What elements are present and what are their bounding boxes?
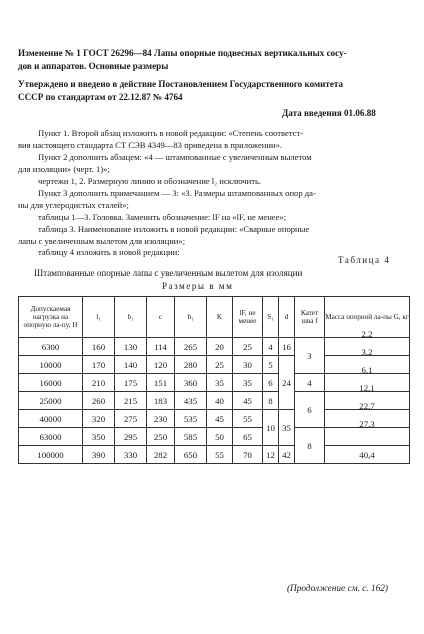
cell: 183	[147, 392, 175, 410]
header-load: Допускаемая нагрузка на опорную ла-пу, Н	[19, 297, 83, 338]
cell: 20	[207, 338, 233, 356]
header-c: c	[147, 297, 175, 338]
cell: 535	[175, 410, 207, 428]
cell: 5	[263, 356, 279, 374]
cell: 160	[83, 338, 115, 356]
cell: 40000	[19, 410, 83, 428]
cell-weld: 4	[295, 374, 325, 392]
mass-value: 3,2	[361, 347, 373, 357]
header-s1: S₁	[263, 297, 279, 338]
body-line: для изоляции» (черт. 1)»;	[18, 164, 110, 174]
cell: 10	[263, 410, 279, 446]
body-line: таблицы 1—3. Головка. Заменить обозначение: lF на «lF, не менее»;	[38, 212, 287, 222]
cell: 16	[279, 338, 295, 356]
table-units: Размеры в мм	[162, 281, 234, 291]
cell: 24	[279, 356, 295, 410]
cell-weld: 6	[295, 392, 325, 428]
mass-value: 2,2	[361, 329, 373, 339]
cell: 10000	[19, 356, 83, 374]
cell: 151	[147, 374, 175, 392]
cell: 265	[175, 338, 207, 356]
cell: 35	[207, 374, 233, 392]
cell: 230	[147, 410, 175, 428]
approval-line1: Утверждено и введено в действие Постановлением Государственного комитета	[18, 79, 344, 89]
cell: 70	[233, 446, 263, 464]
cell: 650	[175, 446, 207, 464]
cell: 390	[83, 446, 115, 464]
cell: 120	[147, 356, 175, 374]
cell: 275	[115, 410, 147, 428]
body-line: лапы с увеличенным вылетом для изоляции»;	[18, 236, 186, 246]
cell: 260	[83, 392, 115, 410]
cell: 100000	[19, 446, 83, 464]
cell: 170	[83, 356, 115, 374]
body-line: Пункт 2 дополнить абзацем: «4 — штампованные с увеличенным вылетом	[38, 152, 312, 162]
table-label: Таблица 4	[338, 255, 391, 265]
cell: 30	[233, 356, 263, 374]
cell-weld: 8	[295, 428, 325, 464]
mass-value: 6,1	[361, 365, 373, 375]
cell: 210	[83, 374, 115, 392]
cell: 55	[233, 410, 263, 428]
cell: 55	[207, 446, 233, 464]
cell: 6300	[19, 338, 83, 356]
cell-mass: 40,4	[325, 446, 410, 464]
cell: 50	[207, 428, 233, 446]
dimensions-table	[18, 296, 410, 464]
cell: 435	[175, 392, 207, 410]
cell: 16000	[19, 374, 83, 392]
cell: 585	[175, 428, 207, 446]
header-b1: b₁	[115, 297, 147, 338]
approval-line2: СССР по стандартам от 22.12.87 № 4764	[18, 92, 183, 102]
mass-value: 22,7	[359, 401, 375, 411]
body-line: таблица 3. Наименование изложить в новой редакции: «Сварные опорные	[38, 224, 310, 234]
cell: 350	[83, 428, 115, 446]
header-k: K	[207, 297, 233, 338]
header-d: d	[279, 297, 295, 338]
cell: 360	[175, 374, 207, 392]
cell: 320	[83, 410, 115, 428]
header-mass: Масса опорной ла-пы G, кг	[325, 297, 410, 338]
effective-date: Дата введения 01.06.88	[282, 108, 376, 118]
body-line: таблицу 4 изложить в новой редакции:	[38, 247, 180, 257]
cell: 250	[147, 428, 175, 446]
cell: 42	[279, 446, 295, 464]
cell: 215	[115, 392, 147, 410]
mass-value: 12,1	[359, 383, 375, 393]
body-line: Пункт 3 дополнить примечанием — 3: «3. Размеры штампованных опор да-	[38, 188, 316, 198]
header-lf: lF, не менее	[233, 297, 263, 338]
cell: 63000	[19, 428, 83, 446]
continuation-note: (Продолжение см. с. 162)	[286, 584, 388, 594]
cell: 114	[147, 338, 175, 356]
cell: 12	[263, 446, 279, 464]
cell: 25	[233, 338, 263, 356]
cell: 25	[207, 356, 233, 374]
cell: 65	[233, 428, 263, 446]
cell-mass	[325, 419, 410, 446]
cell: 35	[233, 374, 263, 392]
body-line: ны для углеродистых сталей»;	[18, 200, 129, 210]
cell: 8	[263, 392, 279, 410]
mass-value: 27,3	[359, 419, 375, 429]
cell: 6	[263, 374, 279, 392]
cell: 140	[115, 356, 147, 374]
cell: 280	[175, 356, 207, 374]
table-row	[19, 446, 410, 464]
header-h1: h₁	[175, 297, 207, 338]
cell: 4	[263, 338, 279, 356]
body-line: вия настоящего стандарта СТ СЭВ 4349—83 приведена в приложении».	[18, 140, 283, 150]
body-line: Пункт 1. Второй абзац изложить в новой редакции: «Степень соответст-	[38, 128, 304, 138]
cell: 282	[147, 446, 175, 464]
cell: 130	[115, 338, 147, 356]
cell: 330	[115, 446, 147, 464]
amendment-title-line2: дов и аппаратов. Основные размеры	[18, 61, 169, 71]
cell: 45	[207, 410, 233, 428]
amendment-title-line1: Изменение № 1 ГОСТ 26296—84 Лапы опорные подвесных вертикальных сосу-	[18, 48, 347, 58]
table-title: Штампованные опорные лапы с увеличенным вылетом для изоляции	[34, 268, 303, 278]
table-row	[19, 428, 410, 446]
cell: 40	[207, 392, 233, 410]
cell: 45	[233, 392, 263, 410]
cell: 295	[115, 428, 147, 446]
header-weld: Катет шва f	[295, 297, 325, 338]
cell: 25000	[19, 392, 83, 410]
header-l1: l₁	[83, 297, 115, 338]
cell: 35	[279, 410, 295, 446]
body-line: чертежи 1, 2. Размерную линию и обозначение l₂ исключить.	[38, 176, 262, 186]
cell: 175	[115, 374, 147, 392]
cell-weld: 3	[295, 338, 325, 374]
